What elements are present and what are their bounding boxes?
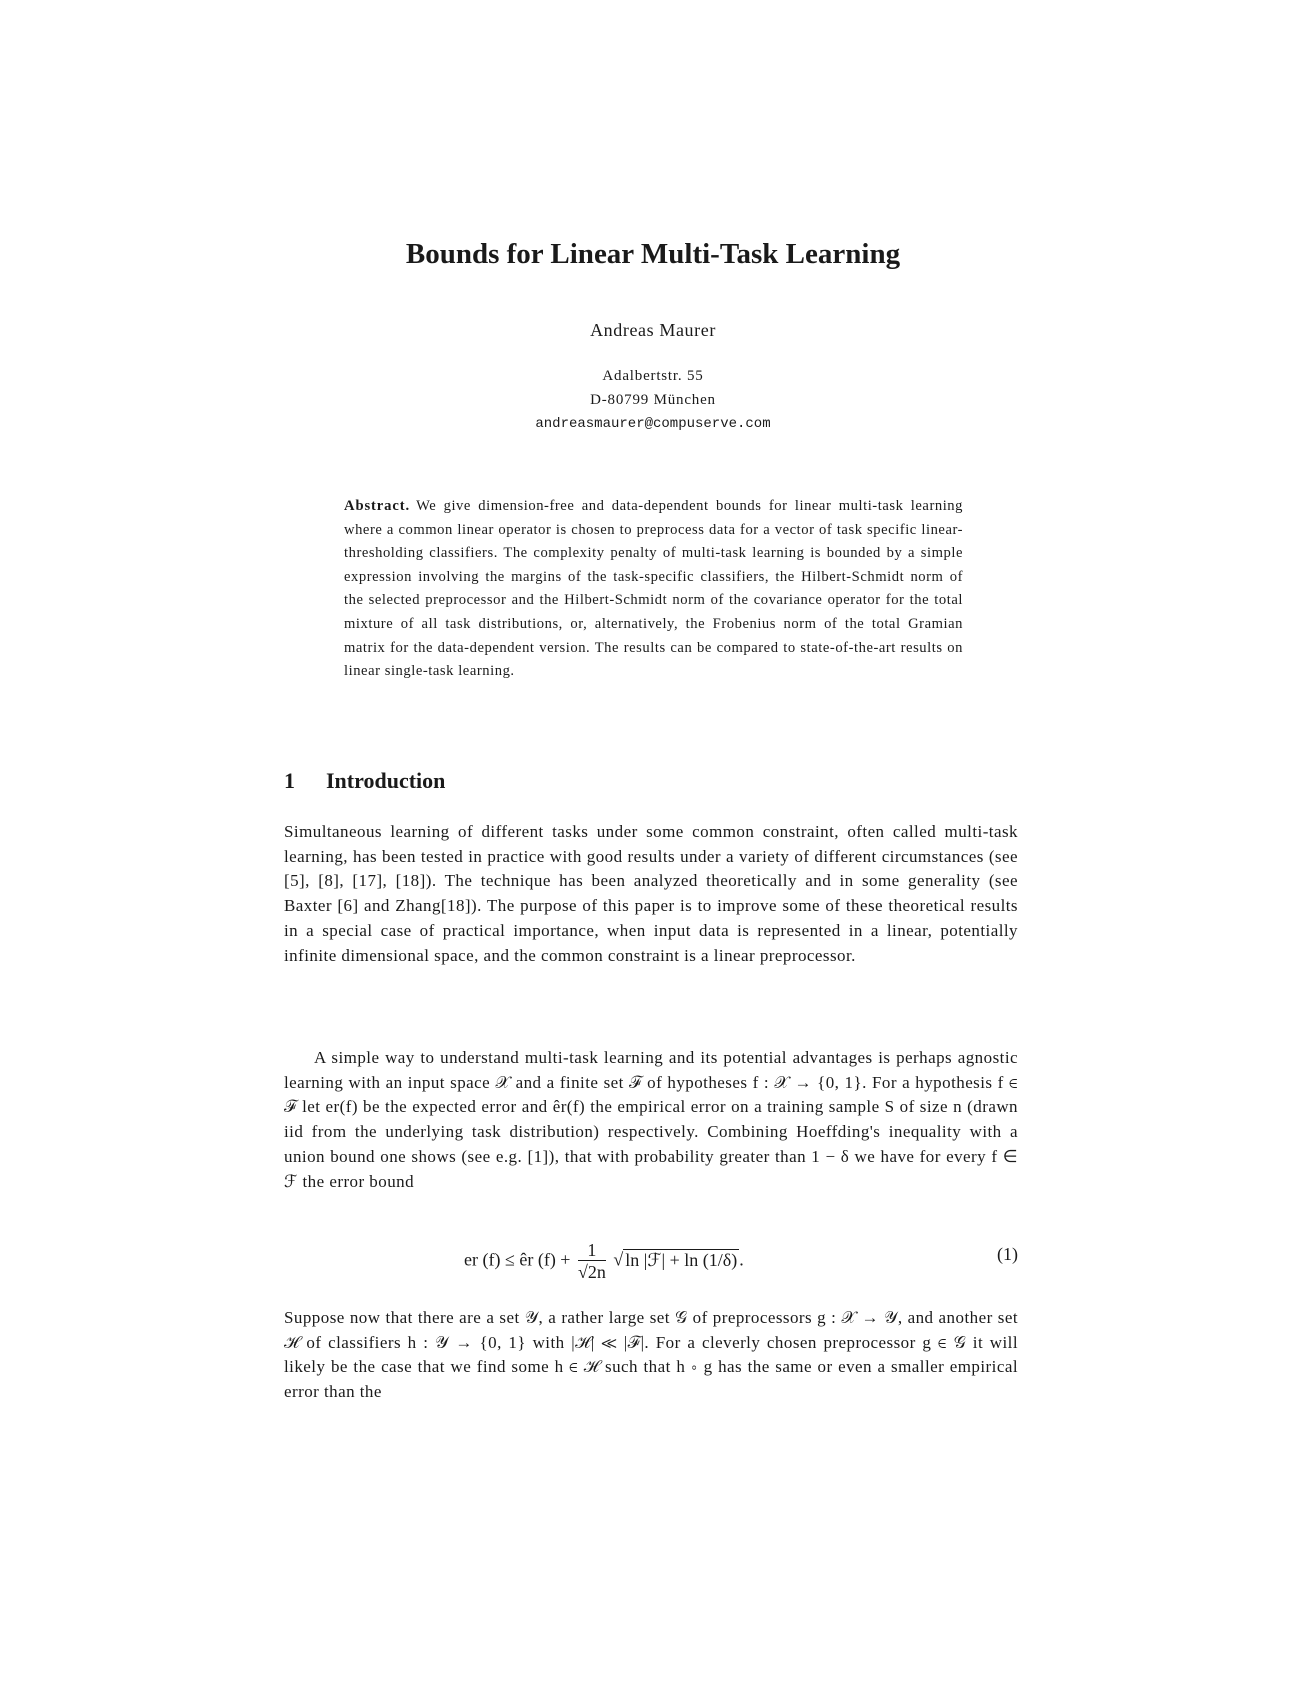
- sqrt-content: ln |ℱ| + ln (1/δ): [625, 1249, 738, 1270]
- fraction-numerator: 1: [578, 1240, 606, 1261]
- fraction-denominator: √2n: [577, 1262, 606, 1282]
- paragraph-2: A simple way to understand multi-task learning and its potential advantages is perhaps agnostic learning with an input space 𝒳 and a finite set ℱ of hypotheses f : 𝒳 → {0, 1}. For a hypothesis f ∈ ℱ let er(f) be the expected error and êr(f) the empirical error on a training sample S of size n (drawn iid from the underlying task distribution) respectively. Combining Hoeffding's inequality with a union bound one shows (see e.g. [1]), that with probability greater than 1 − δ we have for every f ∈ ℱ the error bound: [284, 1048, 1018, 1191]
- section-number: 1: [284, 768, 295, 793]
- sqrt-symbol: √: [613, 1249, 624, 1270]
- paper-title: Bounds for Linear Multi-Task Learning: [405, 238, 901, 270]
- abstract: [344, 495, 963, 684]
- abstract-label: Abstract.: [344, 498, 411, 514]
- equation-number: (1): [997, 1244, 1018, 1264]
- equation-1: [284, 1228, 1018, 1288]
- equation-fraction: [578, 1240, 606, 1283]
- equation-end: .: [739, 1249, 744, 1270]
- author-email: andreasmaurer@compuserve.com: [535, 416, 771, 432]
- paragraph-1: Simultaneous learning of different tasks under some common constraint, often called multi-task learning, has been tested in practice with good results under a variety of different circumstances (see [5], [8], [17], [18]). The technique has been analyzed theoretically and in some generality (see Baxter [6] and Zhang[18]). The purpose of this paper is to improve some of these theoretical results in a special case of practical importance, when input data is represented in a linear, potentially infinite dimensional space, and the common constraint is a linear preprocessor.: [284, 822, 1018, 965]
- paragraph-3: Suppose now that there are a set 𝒴, a rather large set 𝒢 of preprocessors g : 𝒳 → 𝒴, and another set ℋ of classifiers h : 𝒴 → {0, 1} with |ℋ| ≪ |ℱ|. For a cleverly chosen preprocessor g ∈ 𝒢 it will likely be the case that we find some h ∈ ℋ such that h ∘ g has the same or even a smaller empirical error than the: [284, 1308, 1018, 1402]
- section-title: Introduction: [326, 768, 446, 793]
- abstract-text: We give dimension-free and data-dependent bounds for linear multi-task learning where a common linear operator is chosen to preprocess data for a vector of task specific linear-thresholding classifiers. The complexity penalty of multi-task learning is bounded by a simple expression involving the margins of the task-specific classifiers, the Hilbert-Schmidt norm of the selected preprocessor and the Hilbert-Schmidt norm of the covariance operator for the total mixture of all task distributions, or, alternatively, the Frobenius norm of the total Gramian matrix for the data-dependent version. The results can be compared to state-of-the-art results on linear single-task learning.: [344, 498, 963, 680]
- address-city: D-80799 München: [590, 392, 716, 408]
- equation-body: [464, 1240, 744, 1283]
- section-heading: [284, 768, 445, 794]
- address-street: Adalbertstr. 55: [602, 368, 704, 384]
- author-name: Andreas Maurer: [590, 320, 716, 340]
- equation-lhs: er (f) ≤ êr (f) +: [464, 1249, 571, 1270]
